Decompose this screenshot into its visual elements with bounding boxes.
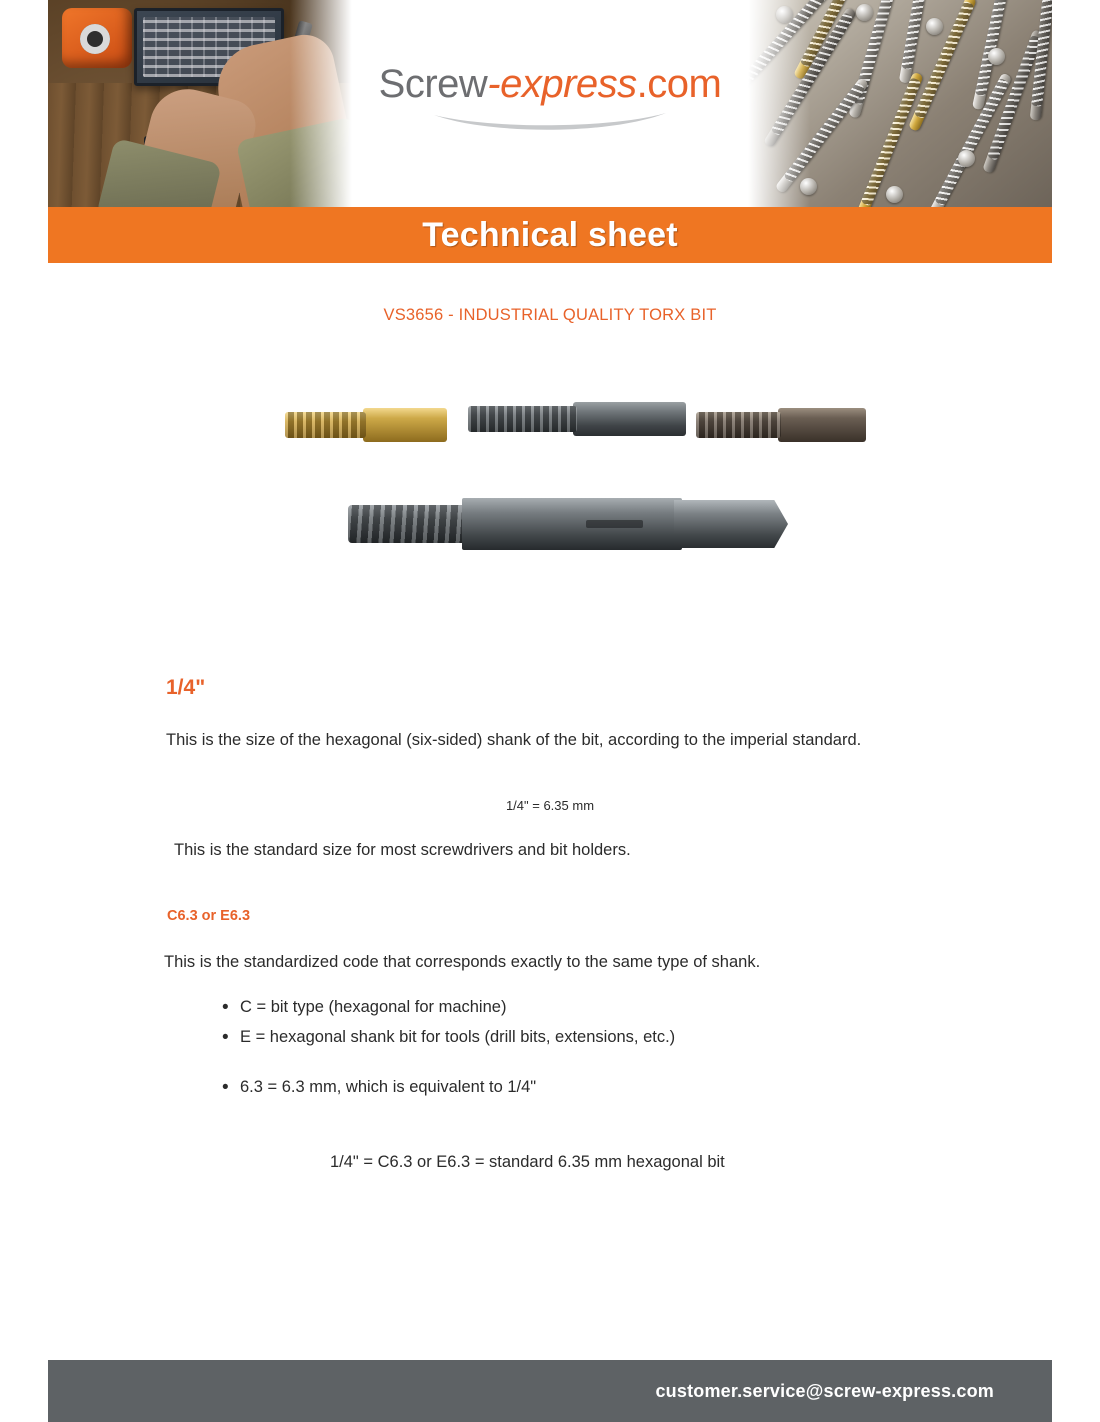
technical-sheet-title: Technical sheet bbox=[422, 215, 678, 254]
section-paragraph-quarter-inch: This is the size of the hexagonal (six-sided) shank of the bit, according to the imperial standard. bbox=[166, 731, 862, 749]
logo-swoosh-icon bbox=[430, 109, 670, 133]
product-image-long-power-bit bbox=[348, 498, 788, 550]
contact-email[interactable]: customer.service@screw-express.com bbox=[655, 1380, 994, 1401]
tape-measure-icon bbox=[62, 8, 132, 68]
logo-text bbox=[379, 62, 722, 107]
logo-word-express: -express bbox=[487, 61, 637, 106]
section-paragraph-c63-e63: This is the standardized code that corresponds exactly to the same type of shank. bbox=[164, 953, 761, 971]
section-heading-quarter-inch: 1/4" bbox=[166, 676, 206, 699]
product-image-bronze-torx-bit bbox=[696, 408, 866, 442]
product-image-group bbox=[48, 370, 1052, 620]
product-image-steel-torx-bit bbox=[468, 402, 686, 436]
list-item: • E = hexagonal shank bit for tools (drill bits, extensions, etc.) bbox=[222, 1028, 675, 1047]
bullet-list-codes bbox=[200, 998, 675, 1058]
section-heading-c63-e63: C6.3 or E6.3 bbox=[167, 908, 251, 924]
page-header bbox=[48, 0, 1052, 207]
page-title: VS3656 - INDUSTRIAL QUALITY TORX BIT bbox=[383, 306, 717, 324]
screws-photo-right bbox=[740, 0, 1052, 207]
page-footer bbox=[48, 1360, 1052, 1422]
logo-word-screw: Screw bbox=[378, 61, 488, 106]
list-item: • 6.3 = 6.3 mm, which is equivalent to 1/4" bbox=[222, 1078, 536, 1097]
footer-divider bbox=[48, 1350, 1052, 1360]
list-item: • C = bit type (hexagonal for machine) bbox=[222, 998, 675, 1017]
section-summary-c63-e63: 1/4" = C6.3 or E6.3 = standard 6.35 mm hexagonal bit bbox=[330, 1153, 725, 1171]
brand-logo bbox=[360, 0, 740, 207]
section-closing-quarter-inch: This is the standard size for most screwdrivers and bit holders. bbox=[174, 841, 631, 859]
bullet-list-dimension bbox=[200, 1078, 536, 1108]
workshop-photo-left bbox=[48, 0, 360, 207]
logo-word-com: .com bbox=[636, 61, 722, 106]
technical-sheet-banner bbox=[48, 207, 1052, 263]
conversion-note-quarter-inch: 1/4" = 6.35 mm bbox=[505, 798, 595, 813]
product-image-gold-torx-bit bbox=[285, 408, 447, 442]
